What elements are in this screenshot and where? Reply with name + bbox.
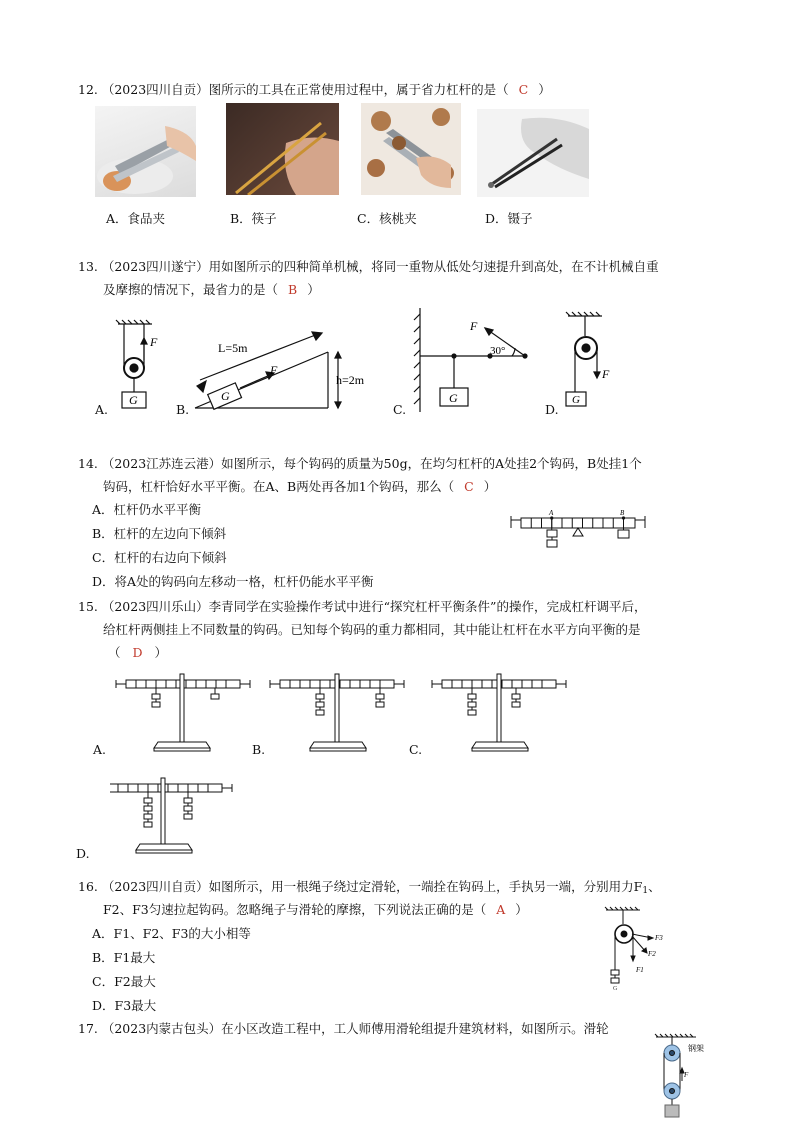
q14-lever-figure xyxy=(505,506,650,558)
q13-fig-c-weight: G xyxy=(449,391,458,405)
q16-option-c: C．F2最大 xyxy=(92,974,156,989)
q16-stem-line2: F2、F3匀速拉起钩码。忽略绳子与滑轮的摩擦，下列说法正确的是（ A ） xyxy=(103,902,528,917)
q15-stem-line2: 给杠杆两侧挂上不同数量的钩码。已知每个钩码的重力都相同，其中能让杠杆在水平方向平衡的是 xyxy=(103,622,641,637)
svg-text:G: G xyxy=(613,986,618,992)
tweezers-photo xyxy=(477,109,589,197)
q13-label-c: C. xyxy=(393,402,407,417)
q12-answer: C xyxy=(518,82,529,97)
q13-stem-line1: 13. （2023四川遂宁）用如图所示的四种简单机械，将同一重物从低处匀速提升到高处，在不计机械自重 xyxy=(78,259,659,274)
q14-point-b: B xyxy=(620,509,625,517)
q14-option-a: A．杠杆仍水平平衡 xyxy=(92,502,202,517)
q16-option-d: D．F3最大 xyxy=(92,998,157,1013)
q15-label-a: A. xyxy=(93,742,107,757)
q13-fig-b xyxy=(195,332,341,409)
q16-stem-line1: 16. （2023四川自贡）如图所示，用一根绳子绕过定滑轮，一端拴在钩码上，手执另一端，分别用力$F_1$、 xyxy=(78,879,661,896)
q13-label-a: A. xyxy=(95,402,109,417)
q16-option-a: A．F1、F2、F3的大小相等 xyxy=(92,926,251,941)
food-tongs-photo xyxy=(95,106,196,197)
q16-pulley-figure xyxy=(600,906,680,992)
q16-force-f1: F1 xyxy=(636,966,644,974)
q14-stem-line1: 14. （2023江苏连云港）如图所示，每个钩码的质量为50g，在均匀杠杆的A处挂2个钩码，B处挂1个 xyxy=(78,456,642,471)
q15-stem-line1: 15. （2023四川乐山）李青同学在实验操作考试中进行“探究杠杆平衡条件”的操作，完成杠杆调平后， xyxy=(78,599,647,614)
q15-label-c: C. xyxy=(409,742,423,757)
q17-stem: 17. （2023内蒙古包头）在小区改造工程中，工人师傅用滑轮组提升建筑材料，如图所示。滑轮 xyxy=(78,1021,609,1036)
q15-stand-d xyxy=(110,778,232,853)
q16-answer: A xyxy=(496,902,506,917)
q15-answer: D xyxy=(132,645,143,660)
q14-stem-line2: 钩码，杠杆恰好水平平衡。在A、B两处再各加1个钩码，那么（ C ） xyxy=(103,479,497,494)
q14-point-a: A xyxy=(549,509,554,517)
q13-label-b: B. xyxy=(176,402,190,417)
q13-fig-d-force: F xyxy=(602,367,610,381)
q13-fig-a-force: F xyxy=(150,335,158,349)
q14-option-c: C．杠杆的右边向下倾斜 xyxy=(92,550,227,565)
q15-label-d: D. xyxy=(76,846,90,861)
q17-frame-label: 钢架 xyxy=(688,1044,704,1053)
q13-fig-d xyxy=(566,312,602,406)
q15-answer-line: （ D ） xyxy=(108,645,168,660)
q12-stem: 12. （2023四川自贡）图所示的工具在正常使用过程中，属于省力杠杆的是（ C ） xyxy=(78,82,551,97)
q17-force-label: F xyxy=(684,1071,689,1079)
q13-fig-a-weight: G xyxy=(129,393,138,407)
q12-option-a: A．食品夹 xyxy=(106,211,166,226)
q15-stand-a xyxy=(116,674,250,751)
q13-fig-c-angle: 30° xyxy=(490,345,506,357)
q14-answer: C xyxy=(464,479,474,494)
q16-force-f3: F3 xyxy=(655,934,663,942)
q12-option-b: B．筷子 xyxy=(230,211,277,226)
q13-fig-b-length: L=5m xyxy=(218,341,248,355)
q13-label-d: D. xyxy=(545,402,559,417)
q16-option-b: B．F1最大 xyxy=(92,950,156,965)
chopsticks-photo xyxy=(226,103,339,195)
q17-pulley-block-figure xyxy=(652,1033,714,1121)
q16-force-f2: F2 xyxy=(648,950,656,958)
q15-label-b: B. xyxy=(252,742,266,757)
q14-option-d: D．将A处的钩码向左移动一格，杠杆仍能水平平衡 xyxy=(92,574,374,589)
q13-stem-line2: 及摩擦的情况下，最省力的是（ B ） xyxy=(103,282,320,297)
q14-option-b: B．杠杆的左边向下倾斜 xyxy=(92,526,227,541)
q13-fig-b-force: F xyxy=(270,363,278,377)
q15-stand-b xyxy=(270,674,404,751)
q13-fig-b-weight: G xyxy=(221,389,230,403)
q12-option-c: C．核桃夹 xyxy=(357,211,417,226)
q13-fig-c-force: F xyxy=(470,319,478,333)
q12-option-d: D．镊子 xyxy=(485,211,533,226)
q13-fig-b-height: h=2m xyxy=(336,373,365,387)
q15-stand-c xyxy=(432,674,566,751)
q13-fig-d-weight: G xyxy=(572,394,580,406)
q13-answer: B xyxy=(288,282,298,297)
nutcracker-photo xyxy=(361,103,461,195)
q15-figure xyxy=(110,668,580,858)
